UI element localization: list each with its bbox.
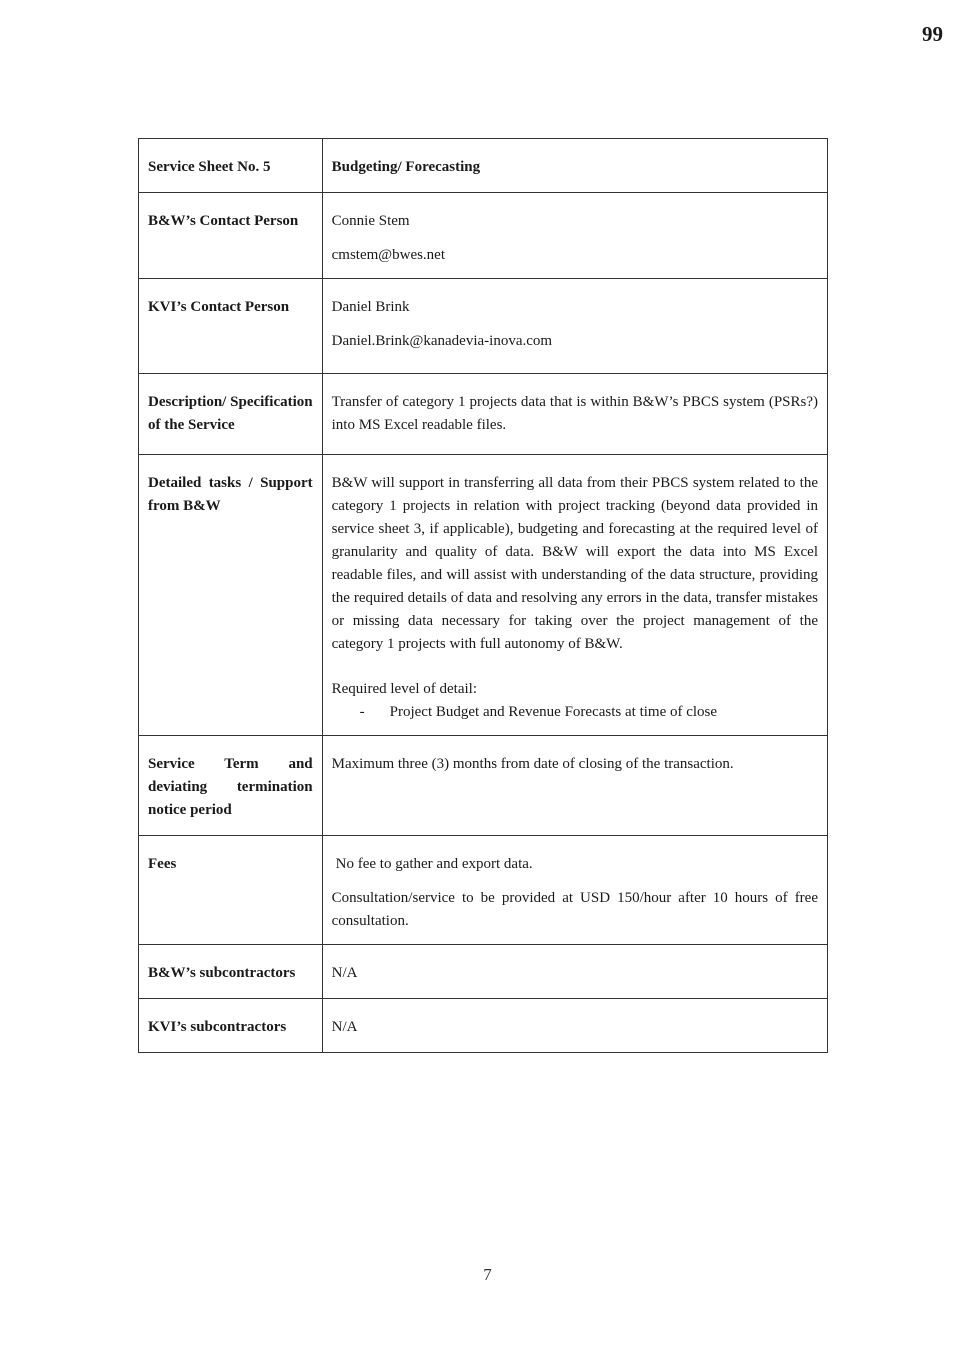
- page-number-top: 99: [922, 22, 943, 46]
- description-label: Description/ Specification of the Service: [139, 374, 323, 455]
- detailed-tasks-cell: [322, 455, 827, 736]
- table-row-fees: [139, 836, 828, 945]
- table-row-sheet-number: [139, 139, 828, 193]
- kvi-contact-label: KVI’s Contact Person: [139, 279, 323, 374]
- table-row-service-term: [139, 736, 828, 836]
- table-row-detailed-tasks: [139, 455, 828, 736]
- detailed-tasks-label: Detailed tasks / Support from B&W: [139, 455, 323, 736]
- service-sheet-table: [138, 138, 828, 1053]
- bw-contact-label: B&W’s Contact Person: [139, 193, 323, 279]
- table-row-kvi-subcontractors: [139, 999, 828, 1053]
- table-row-bw-contact: [139, 193, 828, 279]
- kvi-contact-cell: [322, 279, 827, 374]
- kvi-contact-name: Daniel Brink: [331, 299, 410, 315]
- detail-heading: Required level of detail:: [331, 681, 478, 697]
- bw-contact-cell: [322, 193, 827, 279]
- list-item: [360, 701, 818, 724]
- table-row-description: [139, 374, 828, 455]
- bw-contact-name: Connie Stem: [331, 213, 410, 229]
- description-text: Transfer of category 1 projects data that is within B&W’s PBCS system (PSRs?) into MS Excel readable files.: [322, 374, 827, 455]
- table-row-bw-subcontractors: [139, 945, 828, 999]
- bullet-marker: -: [359, 704, 365, 720]
- fees-label: Fees: [139, 836, 323, 945]
- kvi-contact-email: Daniel.Brink@kanadevia-inova.com: [331, 333, 553, 349]
- kvi-subcontractors-label: KVI’s subcontractors: [139, 999, 323, 1053]
- bullet-text: Project Budget and Revenue Forecasts at time of close: [389, 704, 718, 720]
- service-term-text: Maximum three (3) months from date of closing of the transaction.: [322, 736, 827, 836]
- detailed-tasks-text: B&W will support in transferring all data from their PBCS system related to the category 1 projects in relation with project tracking (beyond data provided in service sheet 3, if applicable), budgeting and forecasting at the required level of granularity and quality of data. B&W will export the data into MS Excel readable files, and will assist with understanding of the data structure, providing the required details of data and resolving any errors in the data, transfer mistakes or missing data necessary for taking over the project management of the category 1 projects with full autonomy of B&W.: [331, 475, 818, 652]
- fees-cell: [322, 836, 827, 945]
- bw-subcontractors-label: B&W’s subcontractors: [139, 945, 323, 999]
- fees-line-2: Consultation/service to be provided at USD 150/hour after 10 hours of free consultation.: [331, 890, 818, 929]
- page-number-bottom: 7: [483, 1265, 492, 1284]
- fees-line-1: No fee to gather and export data.: [335, 856, 533, 872]
- service-term-label: Service Term and deviating termination notice period: [139, 736, 323, 836]
- sheet-number-label: Service Sheet No. 5: [139, 139, 323, 193]
- bw-contact-email: cmstem@bwes.net: [331, 247, 446, 263]
- table-row-kvi-contact: [139, 279, 828, 374]
- kvi-subcontractors-value: N/A: [322, 999, 827, 1053]
- bw-subcontractors-value: N/A: [322, 945, 827, 999]
- sheet-title: Budgeting/ Forecasting: [322, 139, 827, 193]
